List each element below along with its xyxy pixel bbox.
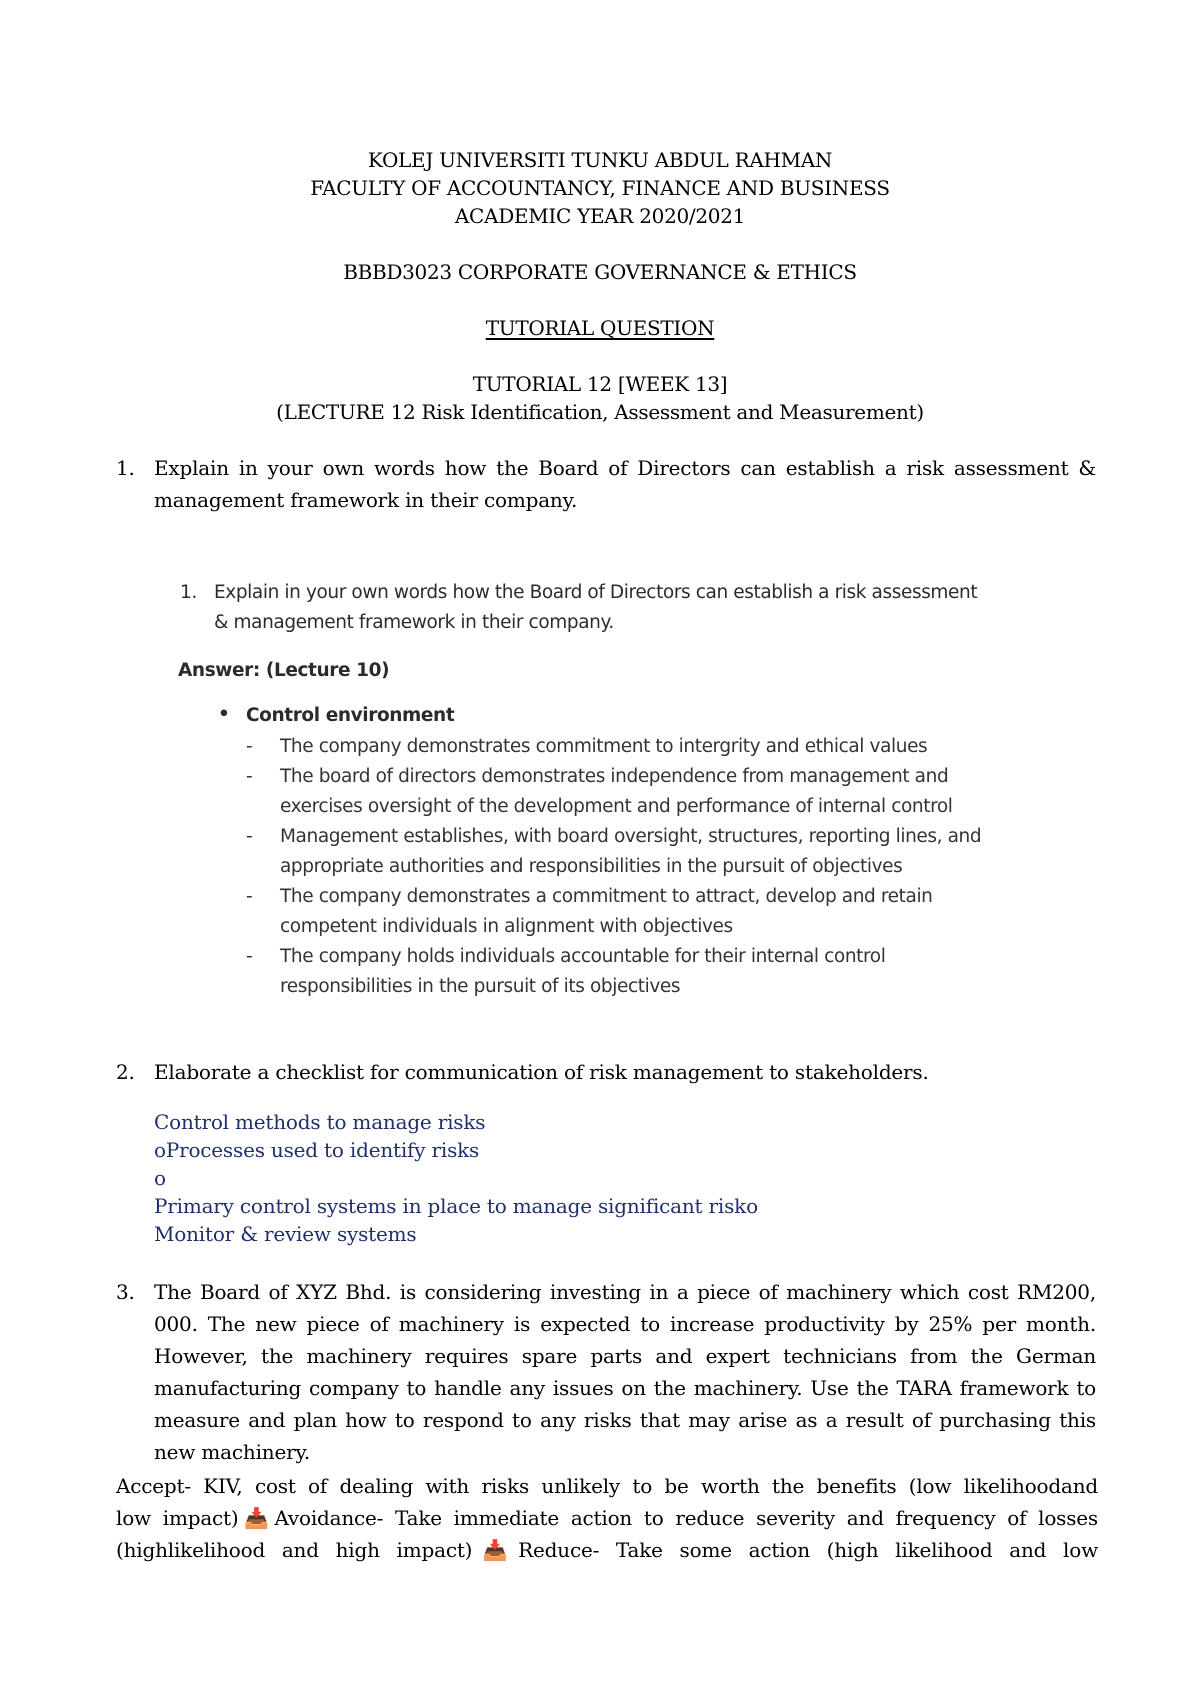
checklist-line: Control methods to manage risks bbox=[154, 1110, 486, 1134]
tara-answer-line-3: (highlikelihood and high impact)📥Reduce- Take some action (high likelihood and low bbox=[116, 1538, 1098, 1562]
faculty-name: FACULTY OF ACCOUNTANCY, FINANCE AND BUSINESS bbox=[310, 176, 890, 200]
dash-icon: - bbox=[246, 946, 253, 967]
list-item-text: The board of directors demonstrates independence from management and exercises oversight of the development and performance of internal control bbox=[280, 766, 953, 817]
course-title: BBBD3023 CORPORATE GOVERNANCE & ETHICS bbox=[343, 260, 857, 284]
embedded-answer-image bbox=[160, 578, 1040, 1018]
list-item bbox=[246, 732, 986, 762]
answer-label: Answer: (Lecture 10) bbox=[178, 660, 390, 681]
question-text: The Board of XYZ Bhd. is considering investing in a piece of machinery which cost RM200, 000. The new piece of machinery is expected to increase productivity by 25% per month. However, the machinery requires spare parts and expert technicians from the German manufacturing company to handle any issues on the machinery. Use the TARA framework to measure and plan how to respond to any risks that may arise as a result of purchasing this new machinery. bbox=[154, 1280, 1096, 1464]
list-item bbox=[246, 762, 986, 822]
bullet-heading bbox=[218, 705, 454, 726]
embedded-question-line-1: Explain in your own words how the Board of Directors can establish a risk assessment bbox=[214, 582, 978, 603]
embedded-question bbox=[180, 578, 1040, 638]
checklist-line: oProcesses used to identify risks bbox=[154, 1138, 480, 1162]
lecture-title: (LECTURE 12 Risk Identification, Assessment and Measurement) bbox=[276, 400, 924, 424]
control-environment-list bbox=[246, 732, 986, 1002]
question-text: Elaborate a checklist for communication of risk management to stakeholders. bbox=[154, 1060, 929, 1084]
tutorial-title: TUTORIAL 12 [WEEK 13] bbox=[472, 372, 728, 396]
list-item bbox=[246, 822, 986, 882]
question-number: 3. bbox=[116, 1280, 135, 1304]
tara-answer-line-1: Accept- KIV, cost of dealing with risks unlikely to be worth the benefits (low likelihoodand bbox=[116, 1474, 1098, 1498]
dash-icon: - bbox=[246, 766, 253, 787]
bullet-heading-text: Control environment bbox=[246, 705, 455, 726]
question-2 bbox=[116, 1056, 1096, 1088]
question-3 bbox=[116, 1276, 1096, 1468]
question-1 bbox=[116, 452, 1096, 516]
checklist-line: Monitor & review systems bbox=[154, 1222, 417, 1246]
embedded-question-number: 1. bbox=[180, 582, 197, 603]
checklist-line: o bbox=[154, 1166, 166, 1190]
section-title bbox=[0, 314, 1200, 342]
list-item bbox=[246, 942, 986, 1002]
list-item-text: The company holds individuals accountable for their internal control responsibilities in the pursuit of its objectives bbox=[280, 946, 886, 997]
question-number: 2. bbox=[116, 1060, 135, 1084]
question-text: Explain in your own words how the Board of Directors can establish a risk assessment & management framework in their company. bbox=[154, 456, 1096, 512]
section-title-text: TUTORIAL QUESTION bbox=[485, 316, 715, 340]
list-item-text: The company demonstrates commitment to intergrity and ethical values bbox=[280, 736, 928, 757]
dash-icon: - bbox=[246, 886, 253, 907]
academic-year: ACADEMIC YEAR 2020/2021 bbox=[454, 204, 746, 228]
list-item-text: Management establishes, with board oversight, structures, reporting lines, and appropriate authorities and responsibilities in the pursuit of objectives bbox=[280, 826, 982, 877]
question-number: 1. bbox=[116, 456, 135, 480]
list-item bbox=[246, 882, 986, 942]
tara-answer-line-2: low impact)📥Avoidance- Take immediate action to reduce severity and frequency of losses bbox=[116, 1506, 1098, 1530]
embedded-question-line-2: & management framework in their company. bbox=[214, 612, 614, 633]
bullet-icon: • bbox=[218, 704, 230, 725]
tara-answer bbox=[116, 1470, 1098, 1566]
dash-icon: - bbox=[246, 736, 253, 757]
dash-icon: - bbox=[246, 826, 253, 847]
list-item-text: The company demonstrates a commitment to attract, develop and retain competent individuals in alignment with objectives bbox=[280, 886, 933, 937]
university-name: KOLEJ UNIVERSITI TUNKU ABDUL RAHMAN bbox=[367, 148, 833, 172]
checklist-line: Primary control systems in place to manage significant risko bbox=[154, 1194, 758, 1218]
